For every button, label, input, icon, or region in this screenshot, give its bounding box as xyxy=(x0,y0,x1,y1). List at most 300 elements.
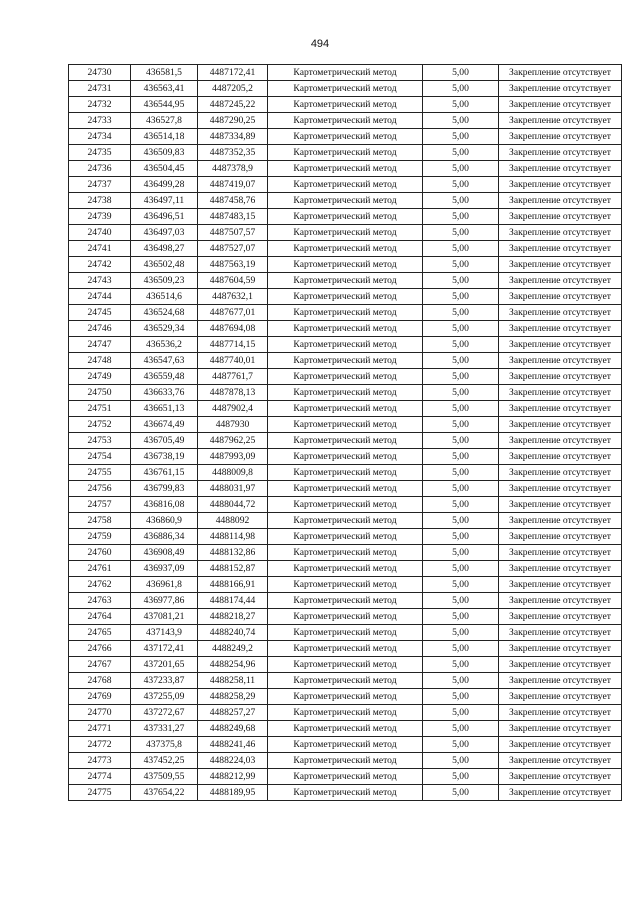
point-number-cell: 24733 xyxy=(69,113,131,129)
y-coordinate-cell: 4487352,35 xyxy=(198,145,268,161)
method-cell: Картометрический метод xyxy=(268,129,423,145)
method-cell: Картометрический метод xyxy=(268,497,423,513)
page-number: 494 xyxy=(310,38,330,50)
x-coordinate-cell: 437172,41 xyxy=(131,641,198,657)
method-cell: Картометрический метод xyxy=(268,657,423,673)
x-coordinate-cell: 436705,49 xyxy=(131,433,198,449)
method-cell: Картометрический метод xyxy=(268,305,423,321)
method-cell: Картометрический метод xyxy=(268,609,423,625)
table-row xyxy=(69,545,622,561)
y-coordinate-cell: 4487761,7 xyxy=(198,369,268,385)
accuracy-cell: 5,00 xyxy=(423,785,499,801)
x-coordinate-cell: 436886,34 xyxy=(131,529,198,545)
x-coordinate-cell: 436496,51 xyxy=(131,209,198,225)
x-coordinate-cell: 436816,08 xyxy=(131,497,198,513)
accuracy-cell: 5,00 xyxy=(423,257,499,273)
accuracy-cell: 5,00 xyxy=(423,161,499,177)
x-coordinate-cell: 437452,25 xyxy=(131,753,198,769)
table-row xyxy=(69,305,622,321)
accuracy-cell: 5,00 xyxy=(423,145,499,161)
fixing-cell: Закрепление отсутствует xyxy=(499,737,622,753)
point-number-cell: 24748 xyxy=(69,353,131,369)
fixing-cell: Закрепление отсутствует xyxy=(499,289,622,305)
table-row xyxy=(69,273,622,289)
y-coordinate-cell: 4488009,8 xyxy=(198,465,268,481)
accuracy-cell: 5,00 xyxy=(423,209,499,225)
point-number-cell: 24746 xyxy=(69,321,131,337)
table-row xyxy=(69,753,622,769)
point-number-cell: 24765 xyxy=(69,625,131,641)
table-row xyxy=(69,449,622,465)
x-coordinate-cell: 436674,49 xyxy=(131,417,198,433)
x-coordinate-cell: 437255,09 xyxy=(131,689,198,705)
fixing-cell: Закрепление отсутствует xyxy=(499,241,622,257)
method-cell: Картометрический метод xyxy=(268,241,423,257)
y-coordinate-cell: 4487902,4 xyxy=(198,401,268,417)
y-coordinate-cell: 4487290,25 xyxy=(198,113,268,129)
method-cell: Картометрический метод xyxy=(268,353,423,369)
table-row xyxy=(69,625,622,641)
x-coordinate-cell: 436529,34 xyxy=(131,321,198,337)
method-cell: Картометрический метод xyxy=(268,337,423,353)
y-coordinate-cell: 4487930 xyxy=(198,417,268,433)
table-row xyxy=(69,257,622,273)
accuracy-cell: 5,00 xyxy=(423,65,499,81)
fixing-cell: Закрепление отсутствует xyxy=(499,177,622,193)
accuracy-cell: 5,00 xyxy=(423,321,499,337)
accuracy-cell: 5,00 xyxy=(423,401,499,417)
method-cell: Картометрический метод xyxy=(268,561,423,577)
fixing-cell: Закрепление отсутствует xyxy=(499,65,622,81)
y-coordinate-cell: 4488257,27 xyxy=(198,705,268,721)
point-number-cell: 24747 xyxy=(69,337,131,353)
y-coordinate-cell: 4488224,03 xyxy=(198,753,268,769)
accuracy-cell: 5,00 xyxy=(423,465,499,481)
y-coordinate-cell: 4488174,44 xyxy=(198,593,268,609)
fixing-cell: Закрепление отсутствует xyxy=(499,385,622,401)
accuracy-cell: 5,00 xyxy=(423,417,499,433)
method-cell: Картометрический метод xyxy=(268,481,423,497)
x-coordinate-cell: 436547,63 xyxy=(131,353,198,369)
table-row xyxy=(69,481,622,497)
table-row xyxy=(69,705,622,721)
method-cell: Картометрический метод xyxy=(268,785,423,801)
method-cell: Картометрический метод xyxy=(268,161,423,177)
accuracy-cell: 5,00 xyxy=(423,449,499,465)
fixing-cell: Закрепление отсутствует xyxy=(499,417,622,433)
method-cell: Картометрический метод xyxy=(268,625,423,641)
y-coordinate-cell: 4488044,72 xyxy=(198,497,268,513)
y-coordinate-cell: 4488240,74 xyxy=(198,625,268,641)
x-coordinate-cell: 436738,19 xyxy=(131,449,198,465)
table-row xyxy=(69,209,622,225)
table-row xyxy=(69,785,622,801)
fixing-cell: Закрепление отсутствует xyxy=(499,369,622,385)
fixing-cell: Закрепление отсутствует xyxy=(499,481,622,497)
fixing-cell: Закрепление отсутствует xyxy=(499,593,622,609)
method-cell: Картометрический метод xyxy=(268,81,423,97)
method-cell: Картометрический метод xyxy=(268,257,423,273)
y-coordinate-cell: 4487419,07 xyxy=(198,177,268,193)
table-row xyxy=(69,561,622,577)
table-row xyxy=(69,513,622,529)
point-number-cell: 24735 xyxy=(69,145,131,161)
table-row xyxy=(69,321,622,337)
table-row xyxy=(69,81,622,97)
method-cell: Картометрический метод xyxy=(268,465,423,481)
accuracy-cell: 5,00 xyxy=(423,625,499,641)
method-cell: Картометрический метод xyxy=(268,417,423,433)
y-coordinate-cell: 4487172,41 xyxy=(198,65,268,81)
point-number-cell: 24770 xyxy=(69,705,131,721)
table-row xyxy=(69,65,622,81)
method-cell: Картометрический метод xyxy=(268,209,423,225)
table-row xyxy=(69,337,622,353)
x-coordinate-cell: 437331,27 xyxy=(131,721,198,737)
accuracy-cell: 5,00 xyxy=(423,433,499,449)
fixing-cell: Закрепление отсутствует xyxy=(499,545,622,561)
point-number-cell: 24743 xyxy=(69,273,131,289)
table-row xyxy=(69,689,622,705)
method-cell: Картометрический метод xyxy=(268,753,423,769)
x-coordinate-cell: 437201,65 xyxy=(131,657,198,673)
y-coordinate-cell: 4488189,95 xyxy=(198,785,268,801)
method-cell: Картометрический метод xyxy=(268,673,423,689)
y-coordinate-cell: 4488212,99 xyxy=(198,769,268,785)
point-number-cell: 24742 xyxy=(69,257,131,273)
x-coordinate-cell: 436504,45 xyxy=(131,161,198,177)
accuracy-cell: 5,00 xyxy=(423,369,499,385)
point-number-cell: 24740 xyxy=(69,225,131,241)
table-row xyxy=(69,129,622,145)
method-cell: Картометрический метод xyxy=(268,321,423,337)
accuracy-cell: 5,00 xyxy=(423,385,499,401)
point-number-cell: 24750 xyxy=(69,385,131,401)
x-coordinate-cell: 436977,86 xyxy=(131,593,198,609)
table-row xyxy=(69,289,622,305)
point-number-cell: 24759 xyxy=(69,529,131,545)
x-coordinate-cell: 436860,9 xyxy=(131,513,198,529)
fixing-cell: Закрепление отсутствует xyxy=(499,513,622,529)
x-coordinate-cell: 436527,8 xyxy=(131,113,198,129)
x-coordinate-cell: 437509,55 xyxy=(131,769,198,785)
accuracy-cell: 5,00 xyxy=(423,497,499,513)
x-coordinate-cell: 436498,27 xyxy=(131,241,198,257)
y-coordinate-cell: 4487205,2 xyxy=(198,81,268,97)
method-cell: Картометрический метод xyxy=(268,113,423,129)
y-coordinate-cell: 4487483,15 xyxy=(198,209,268,225)
table-row xyxy=(69,385,622,401)
point-number-cell: 24764 xyxy=(69,609,131,625)
table-row xyxy=(69,113,622,129)
table-row xyxy=(69,721,622,737)
y-coordinate-cell: 4487962,25 xyxy=(198,433,268,449)
x-coordinate-cell: 437143,9 xyxy=(131,625,198,641)
fixing-cell: Закрепление отсутствует xyxy=(499,561,622,577)
x-coordinate-cell: 436761,15 xyxy=(131,465,198,481)
y-coordinate-cell: 4487527,07 xyxy=(198,241,268,257)
x-coordinate-cell: 437654,22 xyxy=(131,785,198,801)
y-coordinate-cell: 4488258,29 xyxy=(198,689,268,705)
x-coordinate-cell: 436497,11 xyxy=(131,193,198,209)
table-row xyxy=(69,641,622,657)
point-number-cell: 24755 xyxy=(69,465,131,481)
fixing-cell: Закрепление отсутствует xyxy=(499,209,622,225)
point-number-cell: 24737 xyxy=(69,177,131,193)
point-number-cell: 24736 xyxy=(69,161,131,177)
x-coordinate-cell: 436799,83 xyxy=(131,481,198,497)
y-coordinate-cell: 4488166,91 xyxy=(198,577,268,593)
table-row xyxy=(69,225,622,241)
accuracy-cell: 5,00 xyxy=(423,177,499,193)
x-coordinate-cell: 436497,03 xyxy=(131,225,198,241)
y-coordinate-cell: 4487334,89 xyxy=(198,129,268,145)
point-number-cell: 24767 xyxy=(69,657,131,673)
point-number-cell: 24754 xyxy=(69,449,131,465)
point-number-cell: 24751 xyxy=(69,401,131,417)
fixing-cell: Закрепление отсутствует xyxy=(499,529,622,545)
table-row xyxy=(69,193,622,209)
accuracy-cell: 5,00 xyxy=(423,305,499,321)
accuracy-cell: 5,00 xyxy=(423,593,499,609)
point-number-cell: 24773 xyxy=(69,753,131,769)
point-number-cell: 24768 xyxy=(69,673,131,689)
accuracy-cell: 5,00 xyxy=(423,737,499,753)
method-cell: Картометрический метод xyxy=(268,593,423,609)
y-coordinate-cell: 4487632,1 xyxy=(198,289,268,305)
table-row xyxy=(69,433,622,449)
method-cell: Картометрический метод xyxy=(268,97,423,113)
point-number-cell: 24730 xyxy=(69,65,131,81)
point-number-cell: 24766 xyxy=(69,641,131,657)
accuracy-cell: 5,00 xyxy=(423,721,499,737)
fixing-cell: Закрепление отсутствует xyxy=(499,769,622,785)
method-cell: Картометрический метод xyxy=(268,577,423,593)
accuracy-cell: 5,00 xyxy=(423,97,499,113)
accuracy-cell: 5,00 xyxy=(423,641,499,657)
accuracy-cell: 5,00 xyxy=(423,529,499,545)
y-coordinate-cell: 4487563,19 xyxy=(198,257,268,273)
method-cell: Картометрический метод xyxy=(268,545,423,561)
y-coordinate-cell: 4487604,59 xyxy=(198,273,268,289)
method-cell: Картометрический метод xyxy=(268,369,423,385)
fixing-cell: Закрепление отсутствует xyxy=(499,97,622,113)
table-row xyxy=(69,417,622,433)
fixing-cell: Закрепление отсутствует xyxy=(499,689,622,705)
accuracy-cell: 5,00 xyxy=(423,353,499,369)
accuracy-cell: 5,00 xyxy=(423,577,499,593)
point-number-cell: 24762 xyxy=(69,577,131,593)
fixing-cell: Закрепление отсутствует xyxy=(499,257,622,273)
y-coordinate-cell: 4487677,01 xyxy=(198,305,268,321)
method-cell: Картометрический метод xyxy=(268,721,423,737)
fixing-cell: Закрепление отсутствует xyxy=(499,353,622,369)
x-coordinate-cell: 437375,8 xyxy=(131,737,198,753)
x-coordinate-cell: 436514,6 xyxy=(131,289,198,305)
fixing-cell: Закрепление отсутствует xyxy=(499,305,622,321)
accuracy-cell: 5,00 xyxy=(423,545,499,561)
accuracy-cell: 5,00 xyxy=(423,657,499,673)
table-row xyxy=(69,401,622,417)
point-number-cell: 24763 xyxy=(69,593,131,609)
point-number-cell: 24731 xyxy=(69,81,131,97)
accuracy-cell: 5,00 xyxy=(423,113,499,129)
point-number-cell: 24749 xyxy=(69,369,131,385)
accuracy-cell: 5,00 xyxy=(423,753,499,769)
table-row xyxy=(69,609,622,625)
method-cell: Картометрический метод xyxy=(268,641,423,657)
method-cell: Картометрический метод xyxy=(268,65,423,81)
x-coordinate-cell: 436908,49 xyxy=(131,545,198,561)
y-coordinate-cell: 4487993,09 xyxy=(198,449,268,465)
x-coordinate-cell: 436937,09 xyxy=(131,561,198,577)
y-coordinate-cell: 4488031,97 xyxy=(198,481,268,497)
coordinates-table xyxy=(68,64,622,801)
table-row xyxy=(69,145,622,161)
point-number-cell: 24756 xyxy=(69,481,131,497)
point-number-cell: 24774 xyxy=(69,769,131,785)
method-cell: Картометрический метод xyxy=(268,529,423,545)
table-row xyxy=(69,465,622,481)
accuracy-cell: 5,00 xyxy=(423,225,499,241)
y-coordinate-cell: 4488249,2 xyxy=(198,641,268,657)
point-number-cell: 24769 xyxy=(69,689,131,705)
point-number-cell: 24772 xyxy=(69,737,131,753)
fixing-cell: Закрепление отсутствует xyxy=(499,449,622,465)
x-coordinate-cell: 436961,8 xyxy=(131,577,198,593)
fixing-cell: Закрепление отсутствует xyxy=(499,705,622,721)
y-coordinate-cell: 4487714,15 xyxy=(198,337,268,353)
x-coordinate-cell: 437272,67 xyxy=(131,705,198,721)
y-coordinate-cell: 4487507,57 xyxy=(198,225,268,241)
point-number-cell: 24757 xyxy=(69,497,131,513)
accuracy-cell: 5,00 xyxy=(423,289,499,305)
method-cell: Картометрический метод xyxy=(268,769,423,785)
y-coordinate-cell: 4488249,68 xyxy=(198,721,268,737)
y-coordinate-cell: 4487694,08 xyxy=(198,321,268,337)
accuracy-cell: 5,00 xyxy=(423,337,499,353)
accuracy-cell: 5,00 xyxy=(423,609,499,625)
fixing-cell: Закрепление отсутствует xyxy=(499,193,622,209)
table-row xyxy=(69,593,622,609)
y-coordinate-cell: 4488218,27 xyxy=(198,609,268,625)
point-number-cell: 24752 xyxy=(69,417,131,433)
table-row xyxy=(69,737,622,753)
point-number-cell: 24738 xyxy=(69,193,131,209)
fixing-cell: Закрепление отсутствует xyxy=(499,673,622,689)
x-coordinate-cell: 436509,83 xyxy=(131,145,198,161)
table-row xyxy=(69,353,622,369)
accuracy-cell: 5,00 xyxy=(423,273,499,289)
y-coordinate-cell: 4487245,22 xyxy=(198,97,268,113)
accuracy-cell: 5,00 xyxy=(423,673,499,689)
table-row xyxy=(69,177,622,193)
accuracy-cell: 5,00 xyxy=(423,81,499,97)
y-coordinate-cell: 4488258,11 xyxy=(198,673,268,689)
table-row xyxy=(69,497,622,513)
table-row xyxy=(69,161,622,177)
point-number-cell: 24771 xyxy=(69,721,131,737)
fixing-cell: Закрепление отсутствует xyxy=(499,577,622,593)
fixing-cell: Закрепление отсутствует xyxy=(499,609,622,625)
method-cell: Картометрический метод xyxy=(268,385,423,401)
table-row xyxy=(69,241,622,257)
fixing-cell: Закрепление отсутствует xyxy=(499,225,622,241)
fixing-cell: Закрепление отсутствует xyxy=(499,657,622,673)
method-cell: Картометрический метод xyxy=(268,689,423,705)
method-cell: Картометрический метод xyxy=(268,289,423,305)
method-cell: Картометрический метод xyxy=(268,273,423,289)
x-coordinate-cell: 436651,13 xyxy=(131,401,198,417)
accuracy-cell: 5,00 xyxy=(423,193,499,209)
accuracy-cell: 5,00 xyxy=(423,705,499,721)
method-cell: Картометрический метод xyxy=(268,225,423,241)
fixing-cell: Закрепление отсутствует xyxy=(499,721,622,737)
fixing-cell: Закрепление отсутствует xyxy=(499,113,622,129)
method-cell: Картометрический метод xyxy=(268,513,423,529)
fixing-cell: Закрепление отсутствует xyxy=(499,465,622,481)
method-cell: Картометрический метод xyxy=(268,193,423,209)
y-coordinate-cell: 4488092 xyxy=(198,513,268,529)
method-cell: Картометрический метод xyxy=(268,449,423,465)
table-row xyxy=(69,97,622,113)
y-coordinate-cell: 4488254,96 xyxy=(198,657,268,673)
fixing-cell: Закрепление отсутствует xyxy=(499,641,622,657)
method-cell: Картометрический метод xyxy=(268,401,423,417)
point-number-cell: 24741 xyxy=(69,241,131,257)
x-coordinate-cell: 436581,5 xyxy=(131,65,198,81)
x-coordinate-cell: 436502,48 xyxy=(131,257,198,273)
table-row xyxy=(69,369,622,385)
table-row xyxy=(69,529,622,545)
point-number-cell: 24739 xyxy=(69,209,131,225)
point-number-cell: 24753 xyxy=(69,433,131,449)
accuracy-cell: 5,00 xyxy=(423,241,499,257)
accuracy-cell: 5,00 xyxy=(423,481,499,497)
fixing-cell: Закрепление отсутствует xyxy=(499,497,622,513)
table-row xyxy=(69,673,622,689)
fixing-cell: Закрепление отсутствует xyxy=(499,81,622,97)
fixing-cell: Закрепление отсутствует xyxy=(499,321,622,337)
accuracy-cell: 5,00 xyxy=(423,689,499,705)
x-coordinate-cell: 436536,2 xyxy=(131,337,198,353)
point-number-cell: 24758 xyxy=(69,513,131,529)
point-number-cell: 24744 xyxy=(69,289,131,305)
x-coordinate-cell: 436559,48 xyxy=(131,369,198,385)
method-cell: Картометрический метод xyxy=(268,177,423,193)
fixing-cell: Закрепление отсутствует xyxy=(499,625,622,641)
x-coordinate-cell: 436633,76 xyxy=(131,385,198,401)
point-number-cell: 24734 xyxy=(69,129,131,145)
y-coordinate-cell: 4488241,46 xyxy=(198,737,268,753)
point-number-cell: 24732 xyxy=(69,97,131,113)
method-cell: Картометрический метод xyxy=(268,145,423,161)
method-cell: Картометрический метод xyxy=(268,705,423,721)
fixing-cell: Закрепление отсутствует xyxy=(499,753,622,769)
fixing-cell: Закрепление отсутствует xyxy=(499,337,622,353)
y-coordinate-cell: 4487878,13 xyxy=(198,385,268,401)
y-coordinate-cell: 4488132,86 xyxy=(198,545,268,561)
point-number-cell: 24761 xyxy=(69,561,131,577)
fixing-cell: Закрепление отсутствует xyxy=(499,433,622,449)
table-row xyxy=(69,577,622,593)
y-coordinate-cell: 4487740,01 xyxy=(198,353,268,369)
fixing-cell: Закрепление отсутствует xyxy=(499,145,622,161)
x-coordinate-cell: 436544,95 xyxy=(131,97,198,113)
accuracy-cell: 5,00 xyxy=(423,129,499,145)
fixing-cell: Закрепление отсутствует xyxy=(499,401,622,417)
accuracy-cell: 5,00 xyxy=(423,561,499,577)
